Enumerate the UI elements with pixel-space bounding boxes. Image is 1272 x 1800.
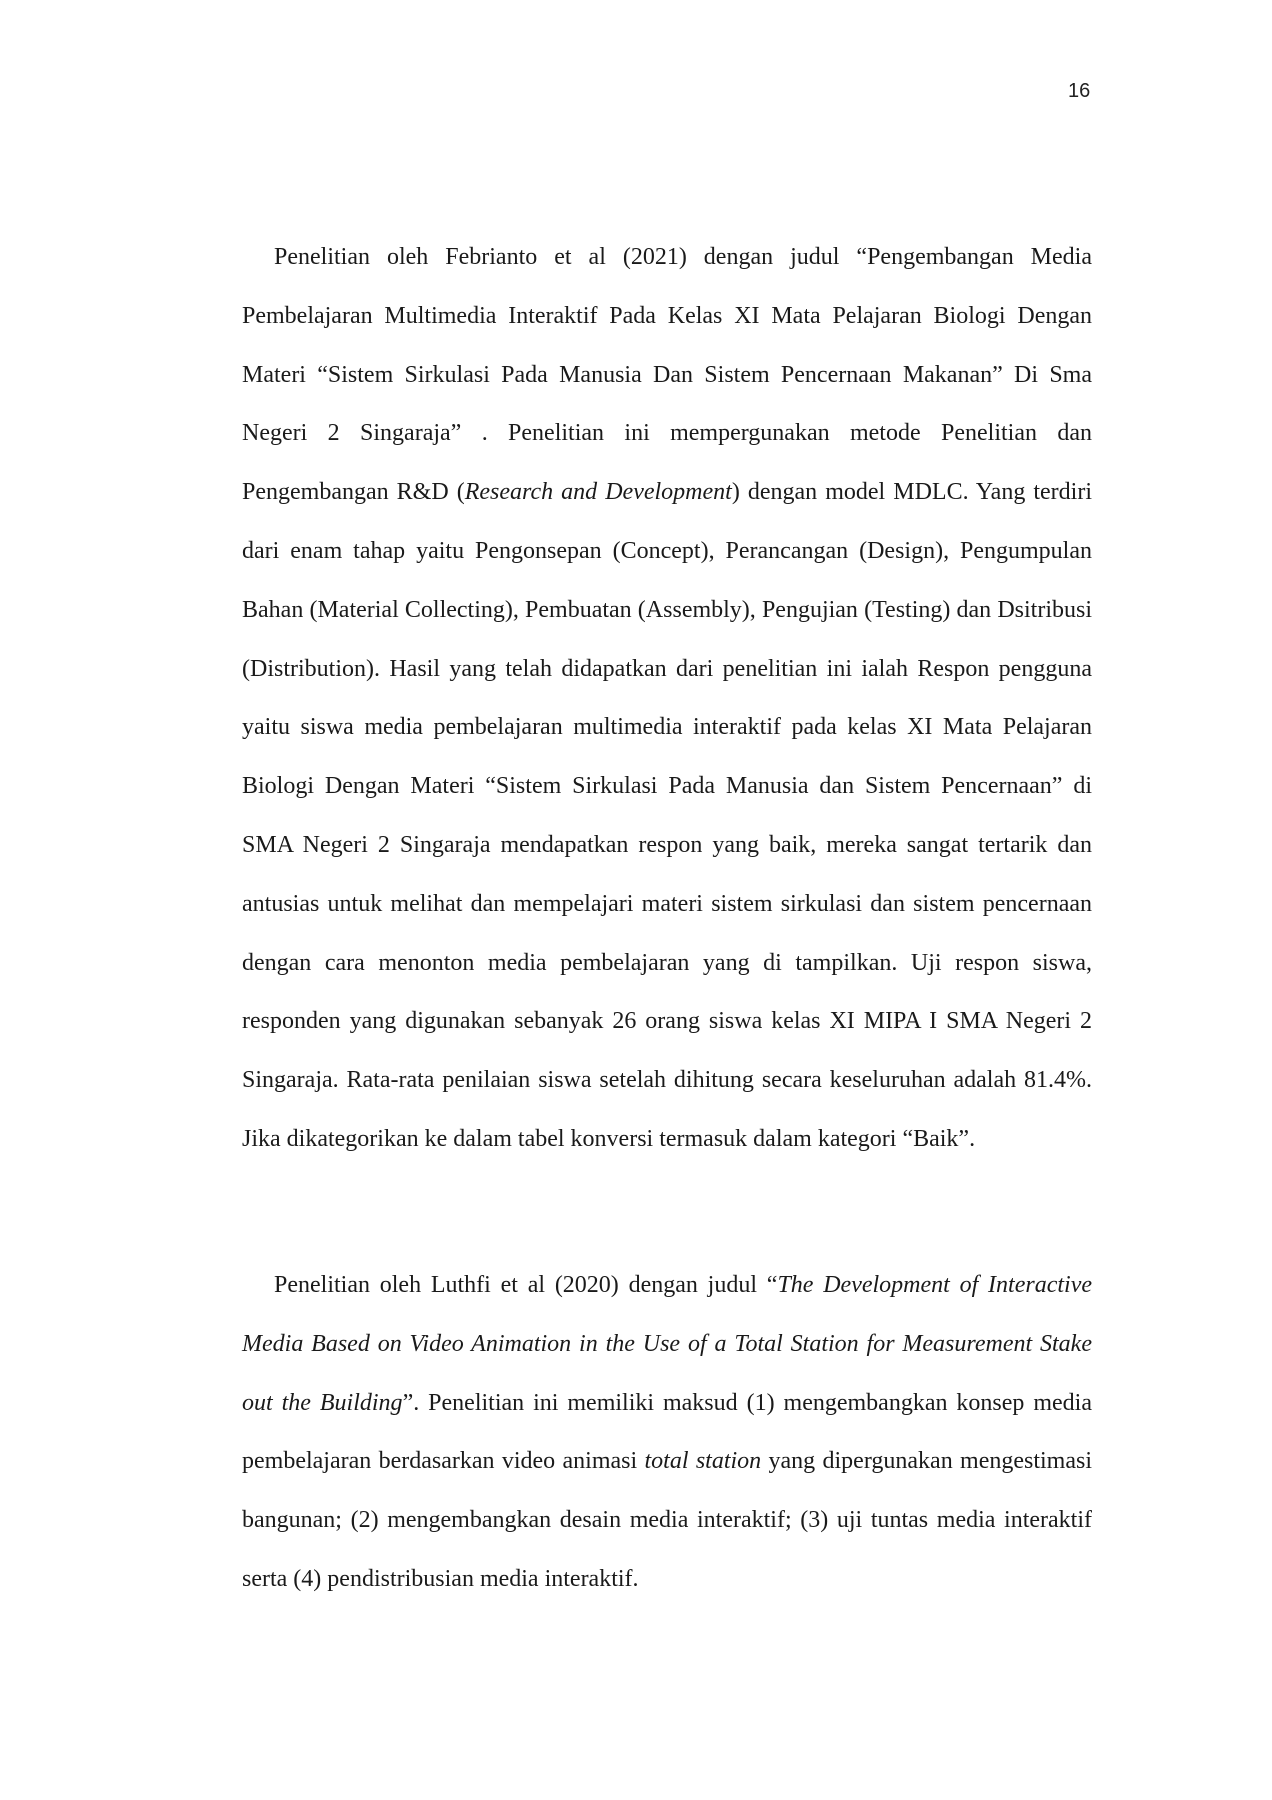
paragraph-1-text-continued: ) dengan model MDLC. Yang terdiri dari enam tahap yaitu Pengonsepan (Concept), Perancangan (Design), Pengumpulan Bahan (Material Collecting), Pembuatan (Assembly), Pengujian (Testing) dan Dsitribusi (Distribution). Hasil yang telah didapatkan dari penelitian ini ialah Respon pengguna yaitu siswa media pembelajaran multimedia interaktif pada kelas XI Mata Pelajaran Biologi Dengan Materi “Sistem Sirkulasi Pada Manusia dan Sistem Pencernaan” di SMA Negeri 2 Singaraja mendapatkan respon yang baik, mereka sangat tertarik dan antusias untuk melihat dan mempelajari materi sistem sirkulasi dan sistem pencernaan dengan cara menonton media pembelajaran yang di tampilkan. Uji respon siswa, responden yang digunakan sebanyak 26 orang siswa kelas XI MIPA I SMA Negeri 2 Singaraja. Rata-rata penilaian siswa setelah dihitung secara keseluruhan adalah 81.4%. Jika dikategorikan ke dalam tabel konversi termasuk dalam kategori “Baik”. [242,479,1093,1152]
paragraph-2-italic-term: total station [644,1448,762,1475]
paragraph-luthfi [242,1256,1092,1609]
paragraph-2-text-continued: yang dipergunakan mengestimasi bangunan; (2) mengembangkan desain media interaktif; (3) uji tuntas media interaktif serta (4) pendistribusian media interaktif. [242,1448,1092,1592]
paragraph-febrianto [242,228,1092,1169]
paragraph-2-text: Penelitian oleh Luthfi et al (2020) dengan judul “ [274,1272,778,1298]
paragraph-1-italic-research: Research and Development [464,479,732,506]
paragraph-2-text-mid: ”. Penelitian ini memiliki maksud (1) mengembangkan konsep media pembelajaran berdasarkan video animasi [242,1389,1092,1475]
page-number: 16 [1068,80,1091,102]
paragraph-1-text: Penelitian oleh Febrianto et al (2021) dengan judul “Pengembangan Media Pembelajaran Multimedia Interaktif Pada Kelas XI Mata Pelajaran Biologi Dengan Materi “Sistem Sirkulasi Pada Manusia Dan Sistem Pencernaan Makanan” Di Sma Negeri 2 Singaraja” . Penelitian ini mempergunakan metode Penelitian dan Pengembangan R&D ( [242,244,1092,506]
paragraph-2-italic-title: The Development of Interactive Media Based on Video Animation in the Use of a Total Station for Measurement Stake out the Building [242,1272,1092,1416]
